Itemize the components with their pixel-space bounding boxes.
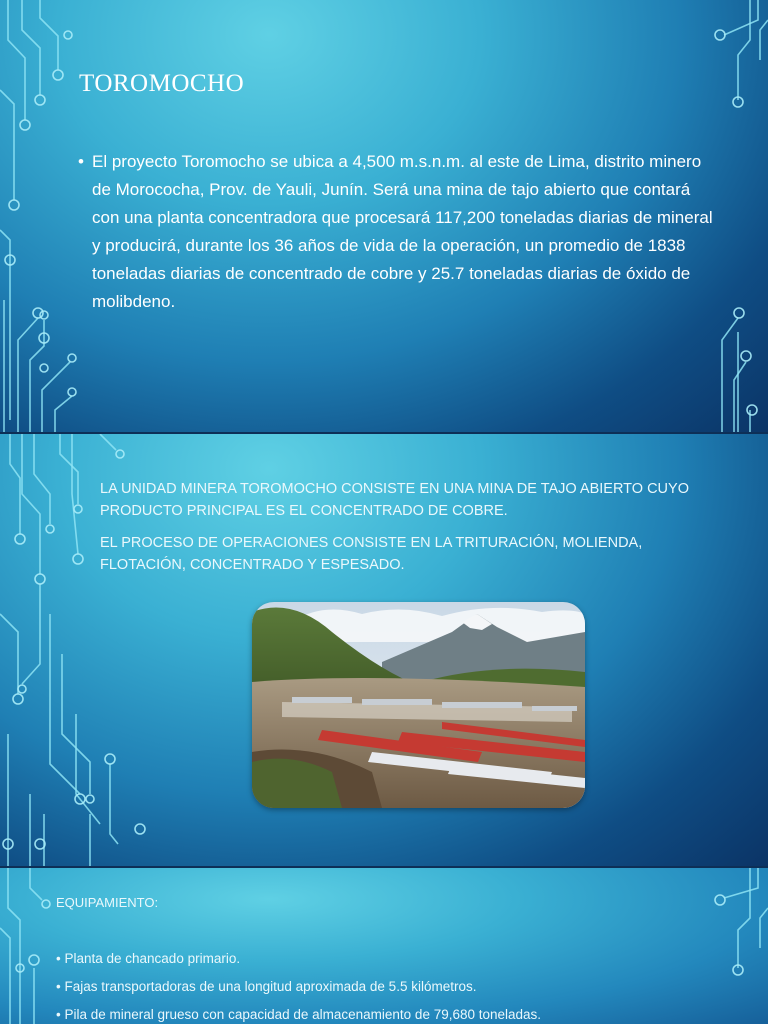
mine-photo — [252, 602, 585, 808]
slide-3 — [0, 868, 768, 1024]
equipment-list — [56, 951, 541, 1024]
list-item: • Planta de chancado primario. — [56, 951, 241, 966]
list-item: • Pila de mineral grueso con capacidad de almacenamiento de 79,680 toneladas. — [56, 1007, 542, 1022]
slide-1 — [0, 0, 768, 432]
slide-2 — [0, 434, 768, 866]
bullet-icon: • — [78, 152, 84, 171]
mine-landscape-image — [252, 602, 585, 808]
circuit-decoration-right — [700, 868, 768, 1024]
list-item: • Fajas transportadoras de una longitud aproximada de 5.5 kilómetros. — [56, 979, 477, 994]
equipment-heading: EQUIPAMIENTO: — [56, 895, 159, 910]
intro-paragraph — [78, 148, 718, 316]
slide-title: TOROMOCHO — [79, 70, 245, 97]
process-paragraph: EL PROCESO DE OPERACIONES CONSISTE EN LA TRITURACIÓN, MOLIENDA, FLOTACIÓN, CONCENTRADO Y ESPESADO. — [100, 535, 643, 573]
description-paragraph: LA UNIDAD MINERA TOROMOCHO CONSISTE EN UNA MINA DE TAJO ABIERTO CUYO PRODUCTO PRINCIPAL ES EL CONCENTRADO DE COBRE. — [100, 481, 689, 519]
intro-text: El proyecto Toromocho se ubica a 4,500 m.s.n.m. al este de Lima, distrito minero de Morococha, Prov. de Yauli, Junín. Será una mina de tajo abierto que contará con una planta concentradora que procesará 117,200 toneladas diarias de mineral y producirá, durante los 36 años de vida de la operación, un promedio de 1838 toneladas diarias de concentrado de cobre y 25.7 toneladas diarias de óxido de molibdeno. — [92, 152, 713, 311]
